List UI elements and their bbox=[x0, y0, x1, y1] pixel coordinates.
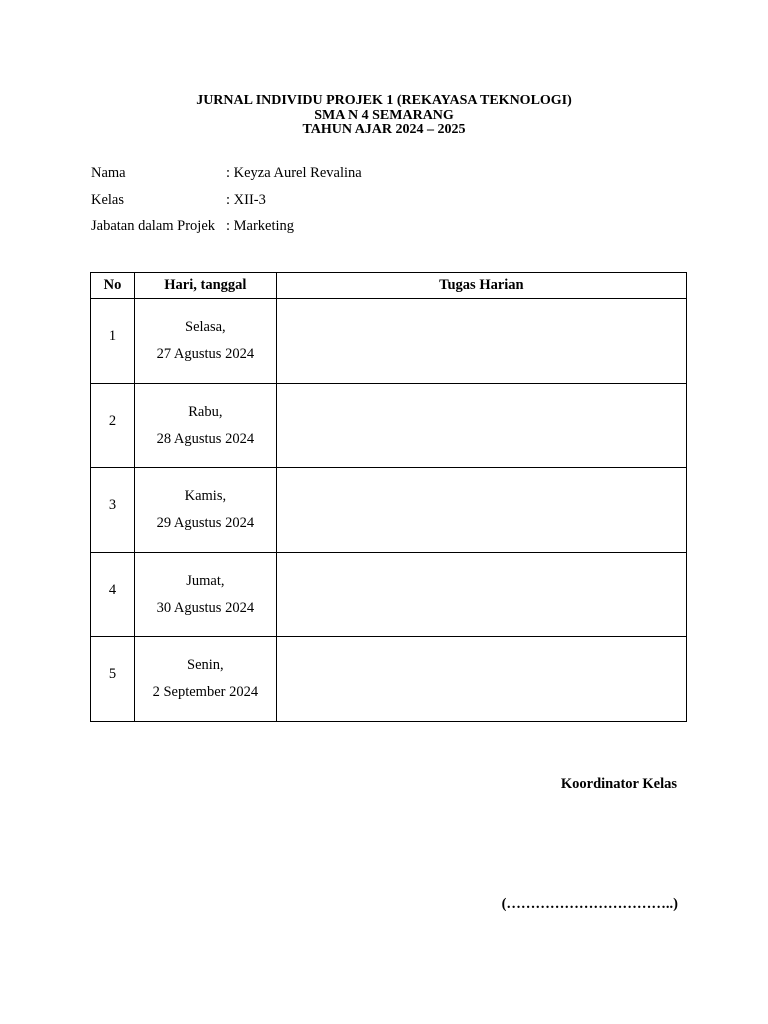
row-task-cell[interactable] bbox=[276, 468, 686, 553]
row-task-cell[interactable] bbox=[276, 299, 686, 384]
info-value: : Keyza Aurel Revalina bbox=[226, 165, 362, 181]
row-date: 30 Agustus 2024 bbox=[156, 599, 255, 616]
row-task-cell[interactable] bbox=[276, 637, 686, 722]
row-task-cell[interactable] bbox=[276, 383, 686, 468]
row-date-cell bbox=[134, 552, 276, 637]
header-title: JURNAL INDIVIDU PROJEK 1 (REKAYASA TEKNOLOGI) bbox=[196, 93, 572, 108]
row-number: 4 bbox=[108, 581, 117, 598]
row-date: 27 Agustus 2024 bbox=[156, 346, 255, 362]
table-row bbox=[91, 468, 687, 553]
info-label: Jabatan dalam Projek bbox=[91, 218, 216, 234]
row-day: Rabu, bbox=[188, 403, 223, 420]
table-row bbox=[91, 383, 687, 468]
header-year: TAHUN AJAR 2024 – 2025 bbox=[302, 122, 466, 137]
row-date-cell bbox=[134, 299, 276, 384]
coordinator-title: Koordinator Kelas bbox=[560, 776, 677, 792]
info-value: : XII-3 bbox=[226, 191, 266, 208]
row-number: 3 bbox=[108, 497, 117, 513]
table-row bbox=[91, 552, 687, 637]
row-number-cell bbox=[91, 383, 135, 468]
row-day: Kamis, bbox=[184, 488, 227, 504]
table-row bbox=[91, 637, 687, 722]
row-task-cell[interactable] bbox=[276, 552, 686, 637]
row-number-cell bbox=[91, 552, 135, 637]
column-header-date: Hari, tanggal bbox=[134, 273, 276, 299]
row-number: 5 bbox=[108, 666, 117, 682]
row-day: Senin, bbox=[187, 657, 224, 673]
row-date: 29 Agustus 2024 bbox=[156, 515, 255, 531]
row-number: 1 bbox=[108, 328, 117, 344]
signature-line: (……………………………..) bbox=[501, 896, 678, 912]
row-day: Selasa, bbox=[185, 319, 226, 335]
table-header-row bbox=[91, 273, 687, 299]
row-day: Jumat, bbox=[186, 572, 225, 589]
table-row bbox=[91, 299, 687, 384]
row-date: 2 September 2024 bbox=[152, 684, 259, 700]
column-header-task: Tugas Harian bbox=[276, 273, 686, 299]
header-school: SMA N 4 SEMARANG bbox=[314, 107, 454, 123]
column-header-no: No bbox=[91, 273, 135, 299]
info-label: Nama bbox=[91, 165, 126, 181]
row-date-cell bbox=[134, 637, 276, 722]
row-date-cell bbox=[134, 468, 276, 553]
info-value: : Marketing bbox=[226, 218, 295, 234]
row-number-cell bbox=[91, 637, 135, 722]
row-date-cell bbox=[134, 383, 276, 468]
row-date: 28 Agustus 2024 bbox=[156, 430, 255, 447]
info-label: Kelas bbox=[91, 191, 125, 208]
row-number: 2 bbox=[108, 412, 117, 429]
document-header bbox=[0, 94, 768, 138]
journal-table bbox=[90, 272, 687, 722]
row-number-cell bbox=[91, 468, 135, 553]
row-number-cell bbox=[91, 299, 135, 384]
